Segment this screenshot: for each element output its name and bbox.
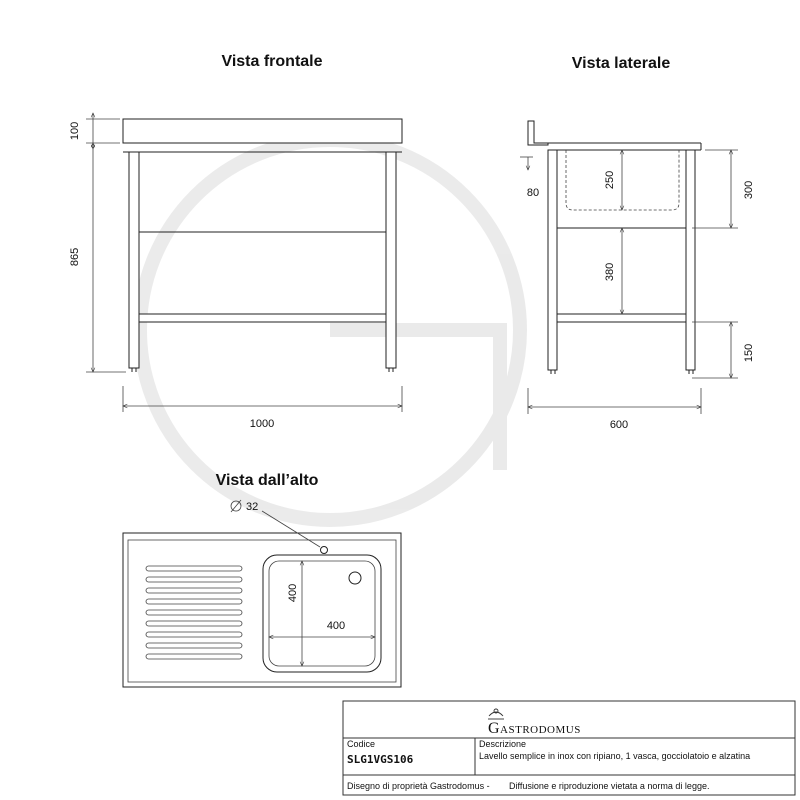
front-top-dimension: 100 <box>69 121 81 141</box>
front-leg-right <box>386 152 396 368</box>
code-value: SLG1VGS106 <box>347 753 414 766</box>
brand-name: Gastrodomus <box>488 720 581 737</box>
side-width-dimension: 600 <box>609 419 629 431</box>
drain-diameter-dimension: 32 <box>246 501 259 513</box>
description-label: Descrizione <box>479 739 527 749</box>
front-worktop <box>123 119 402 143</box>
front-leg-left <box>129 152 139 368</box>
side-leg-left <box>548 150 557 370</box>
side-upstand <box>528 121 548 145</box>
title-block <box>343 701 795 795</box>
front-height-dimension: 865 <box>69 247 81 267</box>
front-view-title: Vista frontale <box>221 53 323 70</box>
top-bowl-depth-dimension: 400 <box>287 583 299 603</box>
side-foot-dimension: 150 <box>743 343 755 363</box>
front-width-dimension: 1000 <box>249 418 275 430</box>
side-shelf-gap-dimension: 380 <box>604 262 616 282</box>
watermark-logo <box>140 140 520 520</box>
footer-notice: Diffusione e riproduzione vietata a norma di legge. <box>509 781 710 791</box>
side-shelf <box>557 314 686 322</box>
side-view-title: Vista laterale <box>571 55 671 72</box>
footer-ownership: Disegno di proprietà Gastrodomus - <box>347 781 490 791</box>
side-view <box>520 55 755 431</box>
front-view <box>69 53 402 430</box>
side-bowl-hidden <box>566 150 679 210</box>
front-shelf <box>139 314 386 322</box>
code-label: Codice <box>347 739 376 749</box>
side-leg-right <box>686 150 695 370</box>
top-bowl-width-dimension: 400 <box>326 620 346 632</box>
side-bowl-depth-dimension: 250 <box>604 170 616 190</box>
side-bowl-total-dimension: 300 <box>743 180 755 200</box>
description-value: Lavello semplice in inox con ripiano, 1 vasca, gocciolatoio e alzatina <box>479 751 751 761</box>
side-upstand-dimension: 80 <box>526 187 540 199</box>
top-view-title: Vista dall’alto <box>215 472 319 489</box>
